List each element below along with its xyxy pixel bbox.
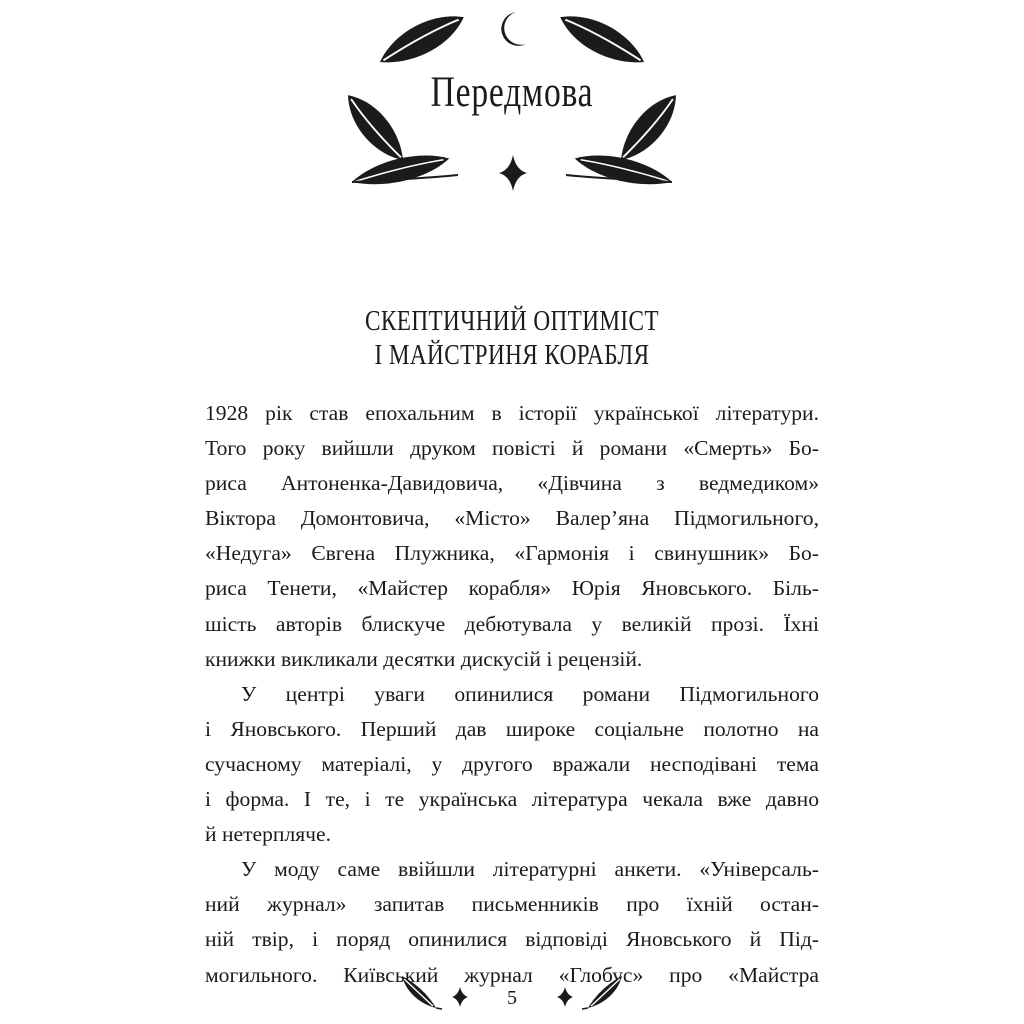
text-line: риса Тенети, «Майстер корабля» Юрія Яновського. Біль-: [205, 576, 819, 601]
text-line: ний журнал» запитав письменників про їхній остан-: [205, 892, 819, 917]
section-heading-line-1: СКЕПТИЧНИЙ ОПТИМІСТ: [365, 305, 659, 337]
text-line: У центрі уваги опинилися романи Підмогильного: [241, 681, 819, 706]
text-line: шість авторів блискуче дебютувала у великій прозі. Їхні: [205, 611, 819, 636]
body-text: [205, 396, 819, 993]
text-line: і Яновського. Перший дав широке соціальне полотно на: [205, 716, 819, 741]
text-line: книжки викликали десятки дискусій і рецензій.: [205, 646, 643, 671]
text-line: могильного. Київський журнал «Глобус» про «Майстра: [205, 962, 819, 987]
text-line: Того року вийшли друком повісті й романи «Смерть» Бо-: [205, 436, 819, 461]
chapter-title: Передмова: [430, 69, 594, 116]
text-line: й нетерпляче.: [205, 822, 332, 847]
text-line: «Недуга» Євгена Плужника, «Гармонія і свинушник» Бо-: [205, 541, 819, 566]
text-line: сучасному матеріалі, у другого вражали несподівані тема: [205, 751, 819, 776]
text-line: 1928 рік став епохальним в історії української літератури.: [205, 401, 819, 425]
section-heading-line-2: І МАЙСТРИНЯ КОРАБЛЯ: [374, 339, 650, 371]
four-point-star-icon: [499, 155, 527, 191]
crescent-moon-icon: [501, 12, 526, 46]
text-line: У моду саме ввійшли літературні анкети. «Універсаль-: [241, 857, 819, 882]
text-line: ній твір, і поряд опинилися відповіді Яновського й Під-: [205, 927, 819, 952]
section-heading: [102, 304, 921, 372]
text-line: риса Антоненка-Давидовича, «Дівчина з ведмедиком»: [205, 471, 819, 496]
text-line: Віктора Домонтовича, «Місто» Валер’яна Підмогильного,: [205, 506, 819, 531]
page-number: 5: [507, 987, 517, 1009]
text-line: і форма. І те, і те українська література чекала вже давно: [205, 787, 819, 812]
